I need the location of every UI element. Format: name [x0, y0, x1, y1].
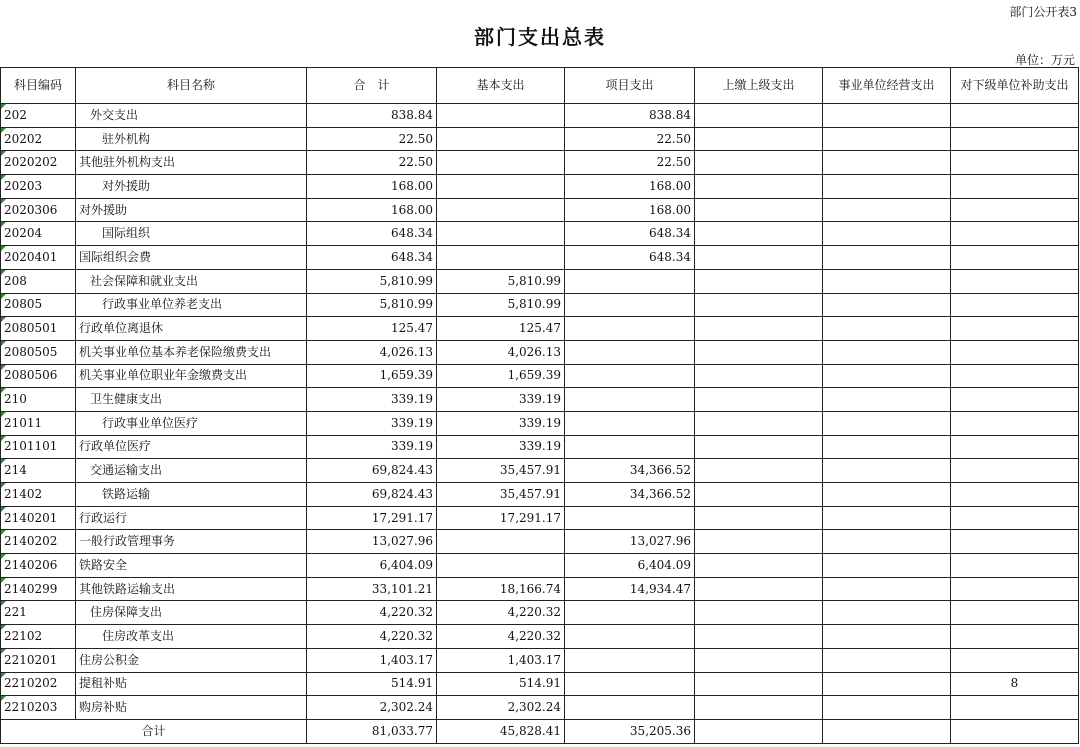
subsidy-to-subordinate-cell — [951, 483, 1079, 507]
operating-expenditure-cell — [823, 364, 951, 388]
subsidy-to-subordinate-cell — [951, 151, 1079, 175]
project-expenditure-cell — [565, 696, 695, 720]
basic-expenditure-cell: 4,026.13 — [437, 340, 565, 364]
total-amount-cell: 69,824.43 — [307, 483, 437, 507]
project-expenditure-cell: 6,404.09 — [565, 554, 695, 578]
operating-expenditure-cell — [823, 293, 951, 317]
total-amount-cell: 125.47 — [307, 317, 437, 341]
project-expenditure-cell — [565, 340, 695, 364]
total-amount-cell: 339.19 — [307, 388, 437, 412]
basic-expenditure-cell: 1,659.39 — [437, 364, 565, 388]
account-name-cell: 国际组织 — [76, 222, 307, 246]
account-code-cell: 20805 — [1, 293, 76, 317]
basic-expenditure-cell — [437, 530, 565, 554]
account-name-cell: 外交支出 — [76, 104, 307, 128]
subsidy-to-subordinate-cell — [951, 127, 1079, 151]
project-expenditure-cell: 22.50 — [565, 127, 695, 151]
subsidy-to-subordinate-cell — [951, 269, 1079, 293]
account-name-cell: 行政事业单位养老支出 — [76, 293, 307, 317]
basic-expenditure-cell: 339.19 — [437, 435, 565, 459]
project-expenditure-cell: 648.34 — [565, 246, 695, 270]
table-row — [1, 672, 1079, 696]
total-amount-cell: 1,659.39 — [307, 364, 437, 388]
basic-expenditure-cell: 4,220.32 — [437, 625, 565, 649]
table-row — [1, 269, 1079, 293]
account-name-cell: 机关事业单位职业年金缴费支出 — [76, 364, 307, 388]
account-code-cell: 2140206 — [1, 554, 76, 578]
basic-expenditure-cell: 18,166.74 — [437, 577, 565, 601]
project-expenditure-cell — [565, 648, 695, 672]
account-name-cell: 行政运行 — [76, 506, 307, 530]
remit-to-superior-cell — [695, 483, 823, 507]
account-code-cell: 2140299 — [1, 577, 76, 601]
remit-to-superior-cell — [695, 388, 823, 412]
basic-expenditure-cell: 1,403.17 — [437, 648, 565, 672]
account-code-cell: 21402 — [1, 483, 76, 507]
operating-expenditure-cell — [823, 269, 951, 293]
account-code-cell: 2210203 — [1, 696, 76, 720]
project-expenditure-cell — [565, 435, 695, 459]
subsidy-to-subordinate-cell — [951, 648, 1079, 672]
operating-expenditure-cell — [823, 151, 951, 175]
remit-to-superior-cell — [695, 269, 823, 293]
subsidy-to-subordinate-cell — [951, 601, 1079, 625]
total-amount-cell: 168.00 — [307, 198, 437, 222]
operating-expenditure-cell — [823, 554, 951, 578]
account-code-cell: 2080501 — [1, 317, 76, 341]
column-header: 基本支出 — [437, 68, 565, 104]
total-amount-cell: 69,824.43 — [307, 459, 437, 483]
remit-to-superior-cell — [695, 246, 823, 270]
project-expenditure-cell: 168.00 — [565, 198, 695, 222]
table-row — [1, 435, 1079, 459]
project-expenditure-cell — [565, 672, 695, 696]
account-code-cell: 20204 — [1, 222, 76, 246]
expenditure-table — [0, 67, 1079, 744]
basic-expenditure-cell: 125.47 — [437, 317, 565, 341]
total-amount-cell: 4,220.32 — [307, 601, 437, 625]
account-code-cell: 20202 — [1, 127, 76, 151]
remit-to-superior-cell — [695, 625, 823, 649]
account-name-cell: 住房保障支出 — [76, 601, 307, 625]
basic-expenditure-cell: 35,457.91 — [437, 483, 565, 507]
account-code-cell: 22102 — [1, 625, 76, 649]
table-row — [1, 198, 1079, 222]
operating-expenditure-cell — [823, 317, 951, 341]
basic-expenditure-cell: 339.19 — [437, 388, 565, 412]
account-name-cell: 对外援助 — [76, 198, 307, 222]
basic-expenditure-cell — [437, 151, 565, 175]
table-row — [1, 104, 1079, 128]
account-name-cell: 行政单位医疗 — [76, 435, 307, 459]
table-row — [1, 388, 1079, 412]
subsidy-to-subordinate-cell — [951, 554, 1079, 578]
remit-to-superior-cell — [695, 151, 823, 175]
subsidy-to-subordinate-cell — [951, 317, 1079, 341]
column-header: 科目名称 — [76, 68, 307, 104]
basic-expenditure-cell — [437, 554, 565, 578]
subsidy-to-subordinate-cell — [951, 175, 1079, 199]
remit-to-superior-cell — [695, 672, 823, 696]
column-header: 上缴上级支出 — [695, 68, 823, 104]
project-expenditure-cell: 14,934.47 — [565, 577, 695, 601]
table-header-row — [1, 68, 1079, 104]
table-row — [1, 625, 1079, 649]
operating-expenditure-cell — [823, 104, 951, 128]
subsidy-to-subordinate-cell — [951, 340, 1079, 364]
column-header: 合 计 — [307, 68, 437, 104]
account-name-cell: 住房改革支出 — [76, 625, 307, 649]
account-name-cell: 住房公积金 — [76, 648, 307, 672]
project-expenditure-cell: 648.34 — [565, 222, 695, 246]
totals-subsidy-cell — [951, 719, 1079, 743]
table-row — [1, 293, 1079, 317]
table-row — [1, 554, 1079, 578]
total-amount-cell: 6,404.09 — [307, 554, 437, 578]
account-code-cell: 2140202 — [1, 530, 76, 554]
basic-expenditure-cell: 5,810.99 — [437, 269, 565, 293]
operating-expenditure-cell — [823, 411, 951, 435]
basic-expenditure-cell: 17,291.17 — [437, 506, 565, 530]
subsidy-to-subordinate-cell — [951, 411, 1079, 435]
total-amount-cell: 648.34 — [307, 222, 437, 246]
total-amount-cell: 17,291.17 — [307, 506, 437, 530]
account-name-cell: 其他铁路运输支出 — [76, 577, 307, 601]
project-expenditure-cell — [565, 388, 695, 412]
operating-expenditure-cell — [823, 175, 951, 199]
table-row — [1, 483, 1079, 507]
basic-expenditure-cell: 5,810.99 — [437, 293, 565, 317]
table-row — [1, 246, 1079, 270]
totals-basic-cell: 45,828.41 — [437, 719, 565, 743]
remit-to-superior-cell — [695, 530, 823, 554]
account-code-cell: 2020202 — [1, 151, 76, 175]
account-code-cell: 2080506 — [1, 364, 76, 388]
account-code-cell: 20203 — [1, 175, 76, 199]
subsidy-to-subordinate-cell — [951, 506, 1079, 530]
operating-expenditure-cell — [823, 577, 951, 601]
operating-expenditure-cell — [823, 435, 951, 459]
account-name-cell: 一般行政管理事务 — [76, 530, 307, 554]
account-code-cell: 202 — [1, 104, 76, 128]
total-amount-cell: 4,026.13 — [307, 340, 437, 364]
total-amount-cell: 5,810.99 — [307, 269, 437, 293]
total-amount-cell: 13,027.96 — [307, 530, 437, 554]
table-row — [1, 530, 1079, 554]
operating-expenditure-cell — [823, 506, 951, 530]
basic-expenditure-cell — [437, 222, 565, 246]
remit-to-superior-cell — [695, 104, 823, 128]
account-code-cell: 221 — [1, 601, 76, 625]
project-expenditure-cell: 838.84 — [565, 104, 695, 128]
total-amount-cell: 648.34 — [307, 246, 437, 270]
table-row — [1, 127, 1079, 151]
table-row — [1, 364, 1079, 388]
account-code-cell: 208 — [1, 269, 76, 293]
operating-expenditure-cell — [823, 222, 951, 246]
subsidy-to-subordinate-cell — [951, 104, 1079, 128]
totals-total-cell: 81,033.77 — [307, 719, 437, 743]
account-name-cell: 对外援助 — [76, 175, 307, 199]
column-header: 项目支出 — [565, 68, 695, 104]
account-code-cell: 2020306 — [1, 198, 76, 222]
column-header: 对下级单位补助支出 — [951, 68, 1079, 104]
table-row — [1, 411, 1079, 435]
basic-expenditure-cell: 2,302.24 — [437, 696, 565, 720]
account-name-cell: 行政事业单位医疗 — [76, 411, 307, 435]
operating-expenditure-cell — [823, 625, 951, 649]
account-name-cell: 社会保障和就业支出 — [76, 269, 307, 293]
operating-expenditure-cell — [823, 530, 951, 554]
totals-row — [1, 719, 1079, 743]
table-row — [1, 222, 1079, 246]
project-expenditure-cell: 34,366.52 — [565, 459, 695, 483]
project-expenditure-cell — [565, 317, 695, 341]
account-name-cell: 铁路安全 — [76, 554, 307, 578]
total-amount-cell: 339.19 — [307, 411, 437, 435]
table-row — [1, 506, 1079, 530]
remit-to-superior-cell — [695, 411, 823, 435]
table-row — [1, 577, 1079, 601]
account-code-cell: 21011 — [1, 411, 76, 435]
project-expenditure-cell — [565, 601, 695, 625]
subsidy-to-subordinate-cell: 8 — [951, 672, 1079, 696]
account-name-cell: 购房补贴 — [76, 696, 307, 720]
account-name-cell: 卫生健康支出 — [76, 388, 307, 412]
totals-project-cell: 35,205.36 — [565, 719, 695, 743]
unit-label: 单位：万元 — [1014, 53, 1075, 67]
remit-to-superior-cell — [695, 435, 823, 459]
operating-expenditure-cell — [823, 388, 951, 412]
table-row — [1, 317, 1079, 341]
operating-expenditure-cell — [823, 198, 951, 222]
account-name-cell: 提租补贴 — [76, 672, 307, 696]
remit-to-superior-cell — [695, 364, 823, 388]
total-amount-cell: 4,220.32 — [307, 625, 437, 649]
account-code-cell: 2101101 — [1, 435, 76, 459]
account-name-cell: 行政单位离退休 — [76, 317, 307, 341]
total-amount-cell: 2,302.24 — [307, 696, 437, 720]
basic-expenditure-cell: 339.19 — [437, 411, 565, 435]
project-expenditure-cell — [565, 364, 695, 388]
subsidy-to-subordinate-cell — [951, 459, 1079, 483]
remit-to-superior-cell — [695, 459, 823, 483]
operating-expenditure-cell — [823, 696, 951, 720]
table-row — [1, 340, 1079, 364]
project-expenditure-cell — [565, 269, 695, 293]
project-expenditure-cell: 22.50 — [565, 151, 695, 175]
account-name-cell: 国际组织会费 — [76, 246, 307, 270]
project-expenditure-cell — [565, 625, 695, 649]
total-amount-cell: 168.00 — [307, 175, 437, 199]
subsidy-to-subordinate-cell — [951, 293, 1079, 317]
remit-to-superior-cell — [695, 317, 823, 341]
table-row — [1, 175, 1079, 199]
table-row — [1, 648, 1079, 672]
account-name-cell: 驻外机构 — [76, 127, 307, 151]
table-row — [1, 151, 1079, 175]
account-code-cell: 2080505 — [1, 340, 76, 364]
subsidy-to-subordinate-cell — [951, 222, 1079, 246]
totals-label: 合计 — [1, 719, 307, 743]
remit-to-superior-cell — [695, 577, 823, 601]
totals-remit-cell — [695, 719, 823, 743]
subsidy-to-subordinate-cell — [951, 246, 1079, 270]
totals-operating-cell — [823, 719, 951, 743]
column-header: 事业单位经营支出 — [823, 68, 951, 104]
remit-to-superior-cell — [695, 293, 823, 317]
account-code-cell: 2140201 — [1, 506, 76, 530]
remit-to-superior-cell — [695, 554, 823, 578]
account-name-cell: 机关事业单位基本养老保险缴费支出 — [76, 340, 307, 364]
operating-expenditure-cell — [823, 459, 951, 483]
remit-to-superior-cell — [695, 127, 823, 151]
table-row — [1, 601, 1079, 625]
remit-to-superior-cell — [695, 175, 823, 199]
subsidy-to-subordinate-cell — [951, 625, 1079, 649]
table-body — [1, 104, 1079, 720]
subsidy-to-subordinate-cell — [951, 530, 1079, 554]
total-amount-cell: 5,810.99 — [307, 293, 437, 317]
project-expenditure-cell: 168.00 — [565, 175, 695, 199]
total-amount-cell: 514.91 — [307, 672, 437, 696]
operating-expenditure-cell — [823, 246, 951, 270]
account-code-cell: 2210202 — [1, 672, 76, 696]
project-expenditure-cell: 34,366.52 — [565, 483, 695, 507]
remit-to-superior-cell — [695, 648, 823, 672]
subsidy-to-subordinate-cell — [951, 364, 1079, 388]
subsidy-to-subordinate-cell — [951, 577, 1079, 601]
account-code-cell: 2210201 — [1, 648, 76, 672]
total-amount-cell: 1,403.17 — [307, 648, 437, 672]
table-row — [1, 459, 1079, 483]
remit-to-superior-cell — [695, 696, 823, 720]
table-number-label: 部门公开表3 — [1009, 5, 1077, 19]
remit-to-superior-cell — [695, 222, 823, 246]
operating-expenditure-cell — [823, 672, 951, 696]
basic-expenditure-cell — [437, 127, 565, 151]
total-amount-cell: 22.50 — [307, 151, 437, 175]
remit-to-superior-cell — [695, 198, 823, 222]
remit-to-superior-cell — [695, 340, 823, 364]
account-name-cell: 其他驻外机构支出 — [76, 151, 307, 175]
account-name-cell: 铁路运输 — [76, 483, 307, 507]
account-name-cell: 交通运输支出 — [76, 459, 307, 483]
operating-expenditure-cell — [823, 648, 951, 672]
basic-expenditure-cell — [437, 198, 565, 222]
total-amount-cell: 33,101.21 — [307, 577, 437, 601]
basic-expenditure-cell — [437, 104, 565, 128]
table-row — [1, 696, 1079, 720]
subsidy-to-subordinate-cell — [951, 388, 1079, 412]
project-expenditure-cell: 13,027.96 — [565, 530, 695, 554]
project-expenditure-cell — [565, 411, 695, 435]
remit-to-superior-cell — [695, 601, 823, 625]
remit-to-superior-cell — [695, 506, 823, 530]
page-title: 部门支出总表 — [474, 25, 606, 49]
subsidy-to-subordinate-cell — [951, 198, 1079, 222]
operating-expenditure-cell — [823, 601, 951, 625]
basic-expenditure-cell: 514.91 — [437, 672, 565, 696]
total-amount-cell: 339.19 — [307, 435, 437, 459]
account-code-cell: 214 — [1, 459, 76, 483]
operating-expenditure-cell — [823, 340, 951, 364]
project-expenditure-cell — [565, 293, 695, 317]
total-amount-cell: 838.84 — [307, 104, 437, 128]
total-amount-cell: 22.50 — [307, 127, 437, 151]
subsidy-to-subordinate-cell — [951, 435, 1079, 459]
column-header: 科目编码 — [1, 68, 76, 104]
account-code-cell: 210 — [1, 388, 76, 412]
operating-expenditure-cell — [823, 127, 951, 151]
project-expenditure-cell — [565, 506, 695, 530]
basic-expenditure-cell — [437, 175, 565, 199]
basic-expenditure-cell — [437, 246, 565, 270]
basic-expenditure-cell: 35,457.91 — [437, 459, 565, 483]
operating-expenditure-cell — [823, 483, 951, 507]
account-code-cell: 2020401 — [1, 246, 76, 270]
subsidy-to-subordinate-cell — [951, 696, 1079, 720]
basic-expenditure-cell: 4,220.32 — [437, 601, 565, 625]
